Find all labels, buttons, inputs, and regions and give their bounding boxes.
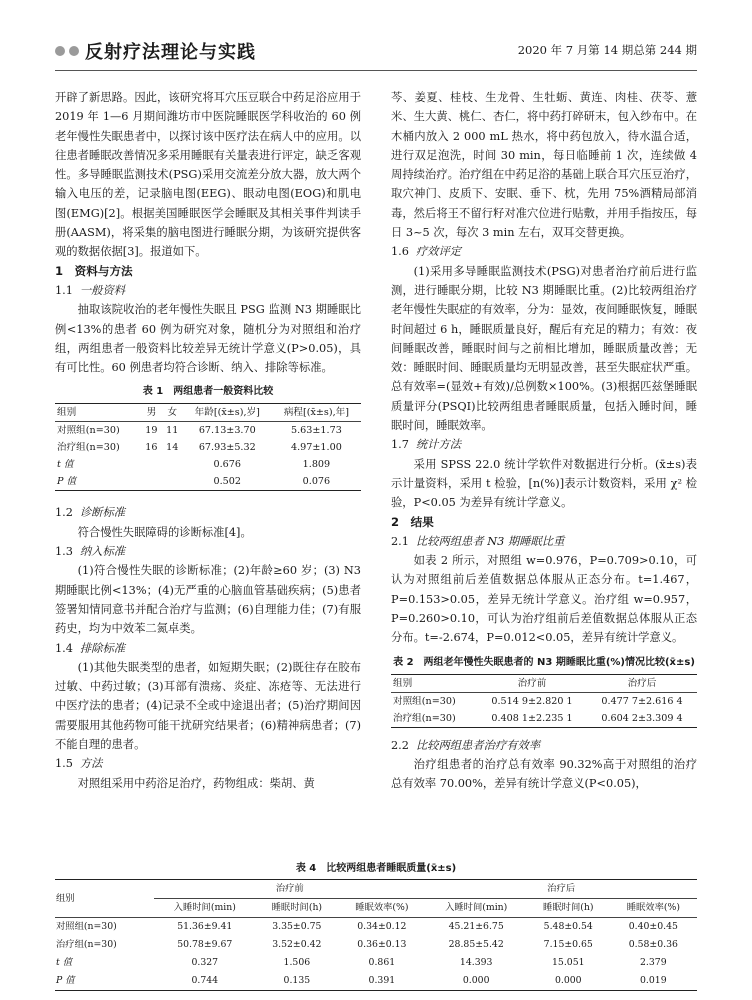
table-header-cell: 男 [146,407,157,419]
table-header-cell: 治疗后 [627,677,657,689]
table-cell: 0.408 1±2.235 1 [491,712,573,724]
table-row [55,422,361,440]
subsection-title: 疗效评定 [415,245,462,259]
table-4 [55,862,697,991]
table-cell: 治疗组(n=30) [56,939,117,950]
table-row [55,972,697,991]
subsection-number: 1.2 [55,506,73,520]
table-row [391,692,697,710]
table-cell: 治疗组(n=30) [57,442,120,454]
header-rule [55,70,697,71]
table-cell: 0.58±0.36 [628,939,678,950]
table-cell: 45.21±6.75 [448,921,504,932]
table-header-cell: 组别 [393,677,413,689]
table-row [55,439,361,456]
subsection-title: 排除标准 [79,641,126,655]
table-cell: 0.502 [213,476,241,488]
table-cell: 11 [166,425,179,437]
table-header-cell: 入睡时间(min) [445,902,508,913]
table-cell: 4.97±1.00 [291,442,342,454]
subsection-title: 纳入标准 [79,545,126,559]
subsection-heading [391,736,697,755]
subsection-heading [55,639,361,658]
table-header-cell: 睡眠时间(h) [271,902,323,913]
table-cell: 14 [166,442,179,454]
table-header-cell: 睡眠效率(%) [626,902,680,913]
subsection-title: 一般资料 [79,283,126,297]
table-cell: 5.48±0.54 [543,921,593,932]
table-cell: 7.15±0.65 [543,939,593,950]
table-cell [162,473,183,491]
table-cell: 1.809 [302,459,331,471]
paragraph-statistics: 采用 SPSS 22.0 统计学软件对数据进行分析。(x̄±s)表示计量资料，采用 t 检验，[n(%)]表示计数资料，采用 χ² 检验，P<0.05 为差异有统计学意义。 [391,457,697,510]
table-cell: 0.135 [283,975,311,986]
table-header-cell: 病程[(x̄±s),年] [283,407,349,419]
subsection-number: 1.1 [55,283,73,297]
subsection-title: 诊断标准 [79,506,126,520]
subsection-heading [55,503,361,522]
table-cell: 28.85±5.42 [448,939,504,950]
table-header-cell: 治疗前 [517,677,547,689]
table-cell: 治疗组(n=30) [393,712,456,724]
table-header-group-before: 治疗前 [154,880,425,899]
paragraph-diagnosis: 符合慢性失眠障碍的诊断标准[4]。 [77,525,252,539]
table-cell [162,456,183,473]
table-cell: 0.744 [191,975,219,986]
table-cell: 67.93±5.32 [198,442,256,454]
table-cell: 14.393 [459,957,493,968]
table-cell: t 值 [57,459,74,471]
journal-title: 反射疗法理论与实践 [85,42,256,63]
paragraph-method: 对照组采用中药浴足治疗，药物组成：柴胡、黄 [77,776,315,790]
paragraph-method-continued: 芩、姜夏、桂枝、生龙骨、生牡蛎、黄连、肉桂、茯苓、薏米、生大黄、桃仁、杏仁，将中药打碎研末，包入纱布中。在木桶内放入 2 000 mL 热水，将中药包放入，待水温合适，进行双足泡洗，时间 30 min，每日临睡前 1 次，连续做 4 周持续治疗。治疗组在中药足浴的基础上联合耳穴压豆治疗，取穴神门、皮质下、安眠、垂下、枕，先用 75%酒精局部消毒，然后将王不留行籽对准穴位进行贴敷，并用手指按压，每日 3~5 次，每次 3 min 左右，双耳交替更换。 [391,91,697,240]
table-cell: 0.000 [462,975,490,986]
subsection-title: 比较两组患者治疗有效率 [415,738,541,752]
table-1 [55,385,361,491]
table-cell: 0.861 [368,957,396,968]
subsection-number: 2.2 [391,738,409,752]
bullet-dot-icon [69,46,79,56]
subsection-heading [391,242,697,261]
table-cell: 0.604 2±3.309 4 [601,712,683,724]
right-column [391,88,697,794]
subsection-number: 1.3 [55,545,73,559]
table-cell: 16 [145,442,158,454]
table-cell: 2.379 [640,957,667,968]
subsection-number: 1.7 [391,438,409,452]
table-cell: t 值 [56,957,72,968]
section-heading-methods: 1 资料与方法 [55,263,133,278]
paragraph-efficacy: 治疗组患者的治疗总有效率 90.32%高于对照组的治疗总有效率 70.00%，差异有统计学意义(P<0.05)， [391,757,697,791]
paragraph-evaluation: (1)采用多导睡眠监测技术(PSG)对患者治疗前后进行监测，进行睡眠分期，比较 N3 期睡眠比重。(2)比较两组治疗老年慢性失眠症的有效率，分为：显效，夜间睡眠恢复，睡眠时间超过 6 h，睡眠质量良好，醒后有充足的精力；有效：夜间睡眠改善，睡眠时间与之前相比增加，睡眠质量改善；无效：睡眠时间、睡眠质量均无明显改善，甚至失眠症状严重。总有效率=(显效+有效)/总例数×100%。(3)根据匹兹堡睡眠质量评分(PSQI)比较两组患者睡眠质量，包括入睡时间，睡眠时间，睡眠效率。 [391,264,697,433]
table-cell: 对照组(n=30) [393,695,456,707]
table-row [55,918,697,937]
table-cell: 0.514 9±2.820 1 [491,695,573,707]
table-caption: 表 2 两组老年慢性失眠患者的 N3 期睡眠比重(%)情况比较(x̄±s) [393,656,695,668]
table-header-cell: 睡眠时间(h) [543,902,594,913]
subsection-heading [55,542,361,561]
table-cell: 0.40±0.45 [628,921,678,932]
table-cell: P 值 [56,975,75,986]
table-caption: 表 1 两组患者一般资料比较 [142,386,274,398]
table-cell: 0.477 7±2.616 4 [601,695,683,707]
table-cell: 19 [145,425,158,437]
subsection-number: 2.1 [391,534,409,548]
table-header-cell: 入睡时间(min) [173,902,236,913]
paragraph-general-data: 抽取该院收治的老年慢性失眠且 PSG 监测 N3 期睡眠比例<13%的患者 60 例为研究对象，随机分为对照组和治疗组，两组患者一般资料比较差异无统计学意义(P>0.05)，具有可比性。60 例患者均符合诊断、纳入、排除等标准。 [55,303,361,375]
table-caption: 表 4 比较两组患者睡眠质量(x̄±s) [295,863,457,874]
table-cell: 1.506 [283,957,311,968]
table-cell: 3.35±0.75 [272,921,322,932]
table-cell [141,473,162,491]
table-row [55,954,697,972]
table-cell: 0.391 [368,975,396,986]
bullet-dot-icon [55,46,65,56]
table-cell: P 值 [57,476,77,488]
paragraph-inclusion: (1)符合慢性失眠的诊断标准；(2)年龄≥60 岁；(3) N3 期睡眠比例<13%；(4)无严重的心脑血管基础疾病；(5)患者签署知情同意书并配合治疗与监测；(6)自理能力佳；(7)有服药史，均为中效苯二氮卓类。 [55,564,361,636]
table-cell: 3.52±0.42 [272,939,322,950]
table-cell: 对照组(n=30) [56,921,117,932]
table-cell [141,456,162,473]
table-cell: 50.78±9.67 [177,939,233,950]
left-column [55,88,361,793]
subsection-heading [391,532,697,551]
subsection-title: 方法 [79,757,103,771]
running-header [55,38,697,68]
table-cell: 0.000 [554,975,582,986]
table-header-group-after: 治疗后 [426,880,698,899]
paragraph-n3-results: 如表 2 所示，对照组 w=0.976，P=0.709>0.10，可认为对照组前后差值数据总体服从正态分布。t=1.467，P=0.153>0.05，差异无统计学意义。治疗组 w=0.957，P=0.260>0.10，可认为治疗组前后差值数据总体服从正态分布。t=-2.674，P=0.012<0.05，差异有统计学意义。 [391,554,697,645]
subsection-number: 1.5 [55,757,73,771]
subsection-number: 1.6 [391,245,409,259]
table-2 [391,656,697,728]
table-row [55,456,361,473]
table-header-cell: 女 [167,407,178,419]
table-cell: 15.051 [552,957,585,968]
table-header-cell: 组别 [55,880,154,918]
table-cell: 0.076 [302,476,331,488]
subsection-number: 1.4 [55,641,73,655]
paragraph-exclusion: (1)其他失眠类型的患者，如短期失眠；(2)既往存在胶布过敏、中药过敏；(3)耳部有溃疡、炎症、冻疮等、无法进行中医疗法的患者；(4)记录不全或中途退出者；(5)治疗期间因需要服用其他药物可能干扰研究结果者；(6)精神病患者；(7)不能自理的患者。 [55,660,361,752]
table-cell: 5.63±1.73 [291,425,342,437]
subsection-heading [55,754,361,773]
table-row [55,473,361,491]
table-header-cell: 年龄[(x̄±s),岁] [194,407,260,419]
subsection-heading [391,435,697,454]
subsection-title: 比较两组患者 N3 期睡眠比重 [415,534,565,548]
table-row [55,936,697,954]
table-header-cell: 睡眠效率(%) [355,902,409,913]
table-cell: 0.019 [640,975,667,986]
subsection-heading [55,281,361,300]
table-cell: 对照组(n=30) [57,425,120,437]
section-heading-results: 2 结果 [391,514,434,529]
issue-info: 2020 年 7 月第 14 期总第 244 期 [517,43,697,57]
subsection-title: 统计方法 [415,438,462,452]
table-cell: 51.36±9.41 [177,921,233,932]
table-cell: 0.676 [213,459,241,471]
table-row [391,710,697,728]
intro-paragraph: 开辟了新思路。因此，该研究将耳穴压豆联合中药足浴应用于 2019 年 1—6 月期间潍坊市中医院睡眠医学科收治的 60 例老年慢性失眠患者中，以探讨该中医疗法在病人中的应用。以往患者睡眠改善情况多采用睡眠有关量表进行评定，缺乏客观性。多导睡眠监测技术(PSG)采用交流差分放大器，放大两个输入电压的差，记录脑电图(EEG)、眼动电图(EOG)和肌电图(EMG)[2]。根据美国睡眠医学会睡眠及其相关事件判读手册(AASM)，将采集的脑电图进行睡眠分期，为该研究提供客观的数据依据[3]。报道如下。 [55,91,361,259]
table-cell: 67.13±3.70 [198,425,256,437]
table-cell: 0.327 [191,957,219,968]
table-header-cell: 组别 [57,407,77,419]
table-cell: 0.34±0.12 [357,921,407,932]
table-cell: 0.36±0.13 [357,939,407,950]
